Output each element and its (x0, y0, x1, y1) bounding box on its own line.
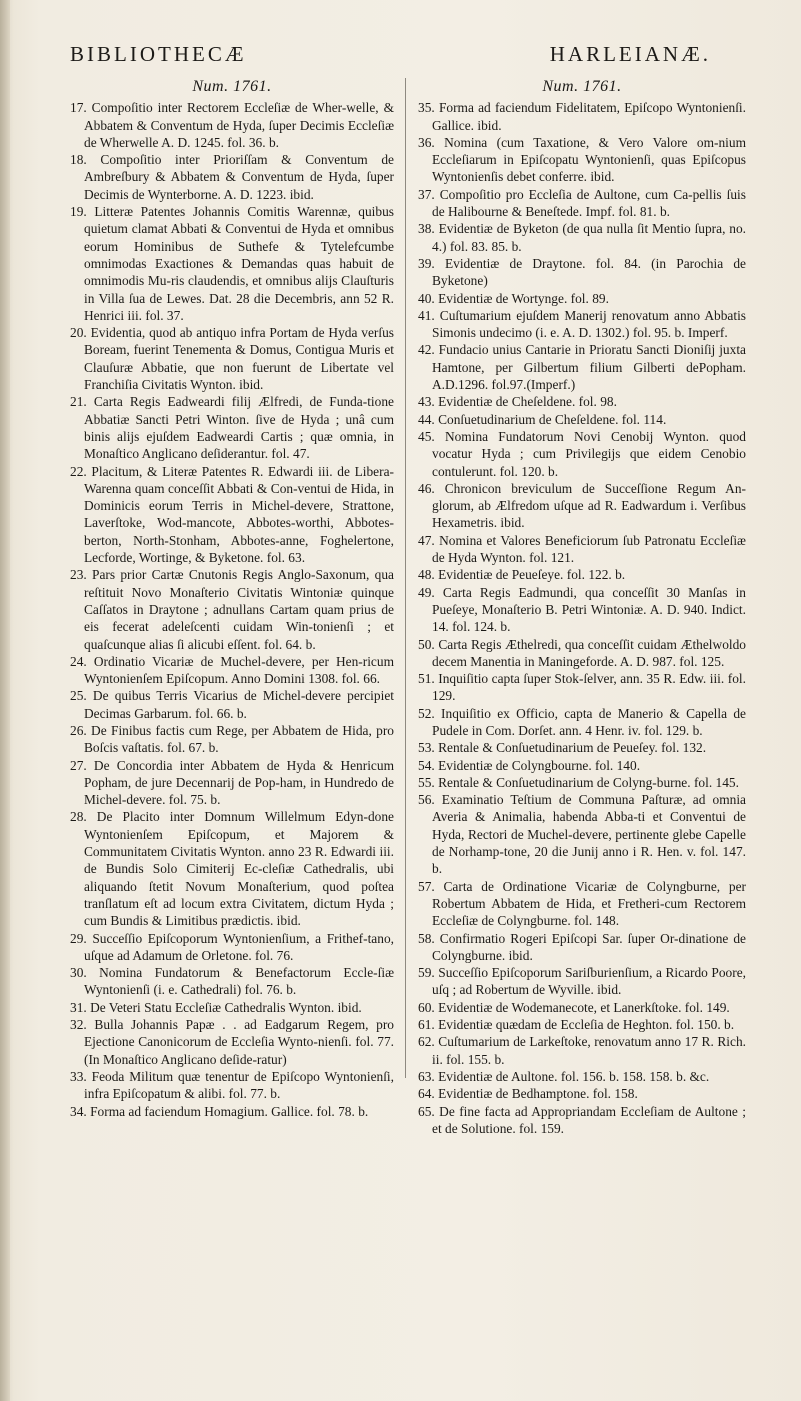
catalogue-entry: 51. Inquiſitio capta ſuper Stok-ſelver, ann. 35 R. Edw. iii. fol. 129. (418, 671, 746, 704)
right-column-title: Num. 1761. (542, 78, 622, 95)
catalogue-entry: 50. Carta Regis Æthelredi, qua conceſſit cuidam Æthelwoldo decem Manentia in Maningeforde. A. D. 987. fol. 125. (418, 636, 746, 669)
catalogue-entry: 49. Carta Regis Eadmundi, qua conceſſit 30 Manſas in Pueſeye, Monaſterio B. Petri Wintoniæ. A. D. 940. Indict. 14. fol. 124. b. (418, 584, 746, 635)
catalogue-entry: 60. Evidentiæ de Wodemanecote, et Lanerkſtoke. fol. 149. (418, 999, 730, 1015)
catalogue-entry: 32. Bulla Johannis Papæ . . ad Eadgarum Regem, pro Ejectione Canonicorum de Eccleſia Wynto-nienſi. fol. 77. (In Monaſtico Anglicano deſide-ratur) (70, 1017, 394, 1067)
catalogue-entry: 17. Compoſitio inter Rectorem Eccleſiæ de Wher-welle, & Abbatem & Conventum de Hyda, ſuper Decimis Eccleſiæ de Wherwelle A. D. 1245. fol. 36. b. (70, 100, 394, 150)
catalogue-entry: 48. Evidentiæ de Peueſeye. fol. 122. b. (418, 567, 626, 583)
catalogue-entry: 61. Evidentiæ quædam de Eccleſia de Heghton. fol. 150. b. (418, 1017, 735, 1033)
catalogue-entry: 53. Rentale & Conſuetudinarium de Peueſey. fol. 132. (418, 740, 707, 756)
catalogue-entry: 58. Confirmatio Rogeri Epiſcopi Sar. ſuper Or-dinatione de Colyngburne. ibid. (418, 930, 746, 963)
catalogue-entry: 24. Ordinatio Vicariæ de Muchel-devere, per Hen-ricum Wyntonienſem Epiſcopum. Anno Domini 1308. fol. 66. (70, 653, 394, 687)
catalogue-entry: 59. Succeſſio Epiſcoporum Sariſburienſium, a Ricardo Poore, uſq ; ad Robertum de Wyville. ibid. (418, 965, 746, 998)
catalogue-entry: 31. De Veteri Statu Eccleſiæ Cathedralis Wynton. ibid. (70, 999, 362, 1015)
running-header (70, 42, 711, 67)
catalogue-entry: 26. De Finibus factis cum Rege, per Abbatem de Hida, pro Boſcis vaſtatis. fol. 67. b. (70, 722, 394, 756)
catalogue-entry: 54. Evidentiæ de Colyngbourne. fol. 140. (418, 757, 641, 773)
catalogue-entry: 47. Nomina et Valores Beneficiorum ſub Patronatu Eccleſiæ de Hyda Wynton. fol. 121. (418, 532, 746, 566)
catalogue-entry: 39. Evidentiæ de Draytone. fol. 84. (in Parochia de Byketone) (418, 255, 746, 289)
catalogue-entry: 45. Nomina Fundatorum Novi Cenobij Wynton. quod vocatur Hyda ; cum Privilegijs que eidem Cenobio contulerunt. fol. 120. b. (418, 428, 746, 479)
catalogue-entry: 33. Feoda Militum quæ tenentur de Epiſcopo Wyntonienſi, infra Epiſcopatum & alibi. fol. 77. b. (70, 1068, 394, 1102)
left-column-title: Num. 1761. (192, 78, 272, 95)
column-divider (405, 78, 406, 1078)
catalogue-entry: 62. Cuſtumarium de Larkeſtoke, renovatum anno 17 R. Rich. ii. fol. 155. b. (418, 1034, 746, 1067)
catalogue-entry: 36. Nomina (cum Taxatione, & Vero Valore om-nium Eccleſiarum in Epiſcopatu Wyntonienſi, quas Epiſcopus Wyntonienſis debet conferre. ibid. (418, 134, 746, 185)
catalogue-entry: 56. Examinatio Teſtium de Communa Paſturæ, ad omnia Averia & Animalia, habenda Abba-ti et Conventui de Hyda, Rectori de Muchel-devere, pertinente glebe Capelle de Norhamp-tone, 20 die Junij anno i R. Hen. v. fol. 147. b. (418, 792, 746, 877)
header-left: BIBLIOTHECÆ (70, 42, 247, 66)
catalogue-entry: 43. Evidentiæ de Cheſeldene. fol. 98. (418, 394, 617, 410)
catalogue-entry: 40. Evidentiæ de Wortynge. fol. 89. (418, 290, 609, 306)
catalogue-entry: 38. Evidentiæ de Byketon (de qua nulla ſit Mentio ſupra, no. 4.) fol. 83. 85. b. (418, 221, 746, 254)
catalogue-entry: 37. Compoſitio pro Eccleſia de Aultone, cum Ca-pellis ſuis de Halibourne & Beneſtede. Impf. fol. 81. b. (418, 186, 746, 220)
catalogue-entry: 55. Rentale & Conſuetudinarium de Colyng-burne. fol. 145. (418, 774, 739, 790)
catalogue-entry: 57. Carta de Ordinatione Vicariæ de Colyngburne, per Robertum Abbatem de Hida, et Fretheri-cum Rectorem Eccleſiæ de Colyngburne. fol. 148. (418, 878, 746, 929)
catalogue-entry: 46. Chronicon breviculum de Succeſſione Regum An-glorum, ab Ælfredom uſque ad R. Eadwardum i. Verſibus Hexametris. ibid. (418, 480, 746, 531)
catalogue-entry: 34. Forma ad faciendum Homagium. Gallice. fol. 78. b. (70, 1103, 369, 1119)
catalogue-entry: 42. Fundacio unius Cantarie in Prioratu Sancti Dioniſij juxta Hamtone, per Gilbertum filium Gilberti dePopham. A.D.1296. fol.97.(Imperf.) (418, 342, 746, 393)
book-binding-edge (0, 0, 10, 1401)
catalogue-entry: 23. Pars prior Cartæ Cnutonis Regis Anglo-Saxonum, qua reſtituit Novo Monaſterio Civitatis Wintoniæ quinque Caſſatos in Draytone ; adnullans Cartam quam prius de eis fecerat adeleſcenti cuidam Win-tonienſi ; et quaſcunque alias ſi alicubi eſſent. fol. 64. b. (70, 567, 394, 652)
catalogue-entry: 35. Forma ad faciendum Fidelitatem, Epiſcopo Wyntonienſi. Gallice. ibid. (418, 100, 746, 133)
catalogue-entry: 21. Carta Regis Eadweardi filij Ælfredi, de Funda-tione Abbatiæ Sancti Petri Winton. ſive de Hyda ; unâ cum binis alijs ejuſdem Eadweardi Cartis ; quæ omnia, in Monaſtico Anglicano deſiderantur. fol. 47. (70, 394, 394, 462)
catalogue-entry: 30. Nomina Fundatorum & Benefactorum Eccle-ſiæ Wyntonienſi (i. e. Cathedrali) fol. 76. b. (70, 965, 394, 998)
catalogue-entry: 44. Conſuetudinarium de Cheſeldene. fol. 114. (418, 411, 667, 427)
catalogue-entry: 65. De fine facta ad Appropriandam Eccleſiam de Aultone ; et de Solutione. fol. 159. (418, 1103, 746, 1136)
header-right: HARLEIANÆ. (549, 42, 711, 66)
right-column (418, 78, 746, 1137)
catalogue-entry: 29. Succeſſio Epiſcoporum Wyntonienſium, a Frithef-tano, uſque ad Adamum de Orletone. fol. 76. (70, 930, 394, 963)
catalogue-entry: 52. Inquiſitio ex Officio, capta de Manerio & Capella de Pudele in Com. Dorſet. ann. 4 Henr. iv. fol. 129. b. (418, 705, 746, 738)
catalogue-entry: 41. Cuſtumarium ejuſdem Manerij renovatum anno Abbatis Simonis undecimo (i. e. A. D. 1302.) fol. 95. b. Imperf. (418, 307, 746, 341)
catalogue-entry: 28. De Placito inter Domnum Willelmum Edyn-done Wyntonienſem Epiſcopum, et Majorem & Communitatem Civitatis Wynton. anno 23 R. Edwardi iii. de Bundis Solo Cimiterij Ec-cleſiæ Cathedralis, ubi aliquando ſtetit Novum Monaſterium, quod poſtea tranſlatum eſt ad locum extra Civitatem, dictum Hyda ; cum Bundis & Limitibus prædictis. ibid. (70, 809, 394, 929)
catalogue-entry: 20. Evidentia, quod ab antiquo infra Portam de Hyda verſus Boream, fuerint Tenementa & Domus, Contigua Muris et Clauſuræ Abbatie, que non fuerunt de Libertate vel Franchiſia Civitatis Wynton. ibid. (70, 325, 394, 393)
catalogue-entry: 18. Compoſitio inter Prioriſſam & Conventum de Ambreſbury & Abbatem & Conventum de Hyda, ſuper Decimis de Wynterborne. A. D. 1223. ibid. (70, 152, 394, 202)
catalogue-entry: 27. De Concordia inter Abbatem de Hyda & Henricum Popham, de jure Decennarij de Pop-ham, in Hundredo de Michel-devere. fol. 75. b. (70, 757, 394, 808)
catalogue-entry: 22. Placitum, & Literæ Patentes R. Edwardi iii. de Libera-Warenna quam conceſſit Abbati & Con-ventui de Hida, in Dominicis eorum Terris in Michel-devere, Strattone, Laverſtoke, Wod-mancote, Abbotes-worthi, Abbotes-berton, North-Stonham, Abbotes-anne, Foghelertone, Lecforde, Wortinge, & Byketone. fol. 63. (70, 463, 394, 566)
catalogue-entry: 25. De quibus Terris Vicarius de Michel-devere percipiet Decimas Garbarum. fol. 66. b. (70, 688, 394, 721)
catalogue-entry: 19. Litteræ Patentes Johannis Comitis Warennæ, quibus quietum clamat Abbati & Conventui de Hyda et omnibus eorum Hominibus de Suthefe & Tytelefcumbe omnimodas Exactiones & Demandas quas habuit de omnimodis Mu-ris claudendis, et omnibus alijs Clauſturis in Villa ſua de Lewes. Dat. 28 die Decembris, ann 52 R. Henrici iii. fol. 37. (70, 204, 394, 323)
catalogue-entry: 64. Evidentiæ de Bedhamptone. fol. 158. (418, 1086, 638, 1102)
catalogue-entry: 63. Evidentiæ de Aultone. fol. 156. b. 158. 158. b. &c. (418, 1068, 710, 1084)
left-column (70, 78, 394, 1120)
